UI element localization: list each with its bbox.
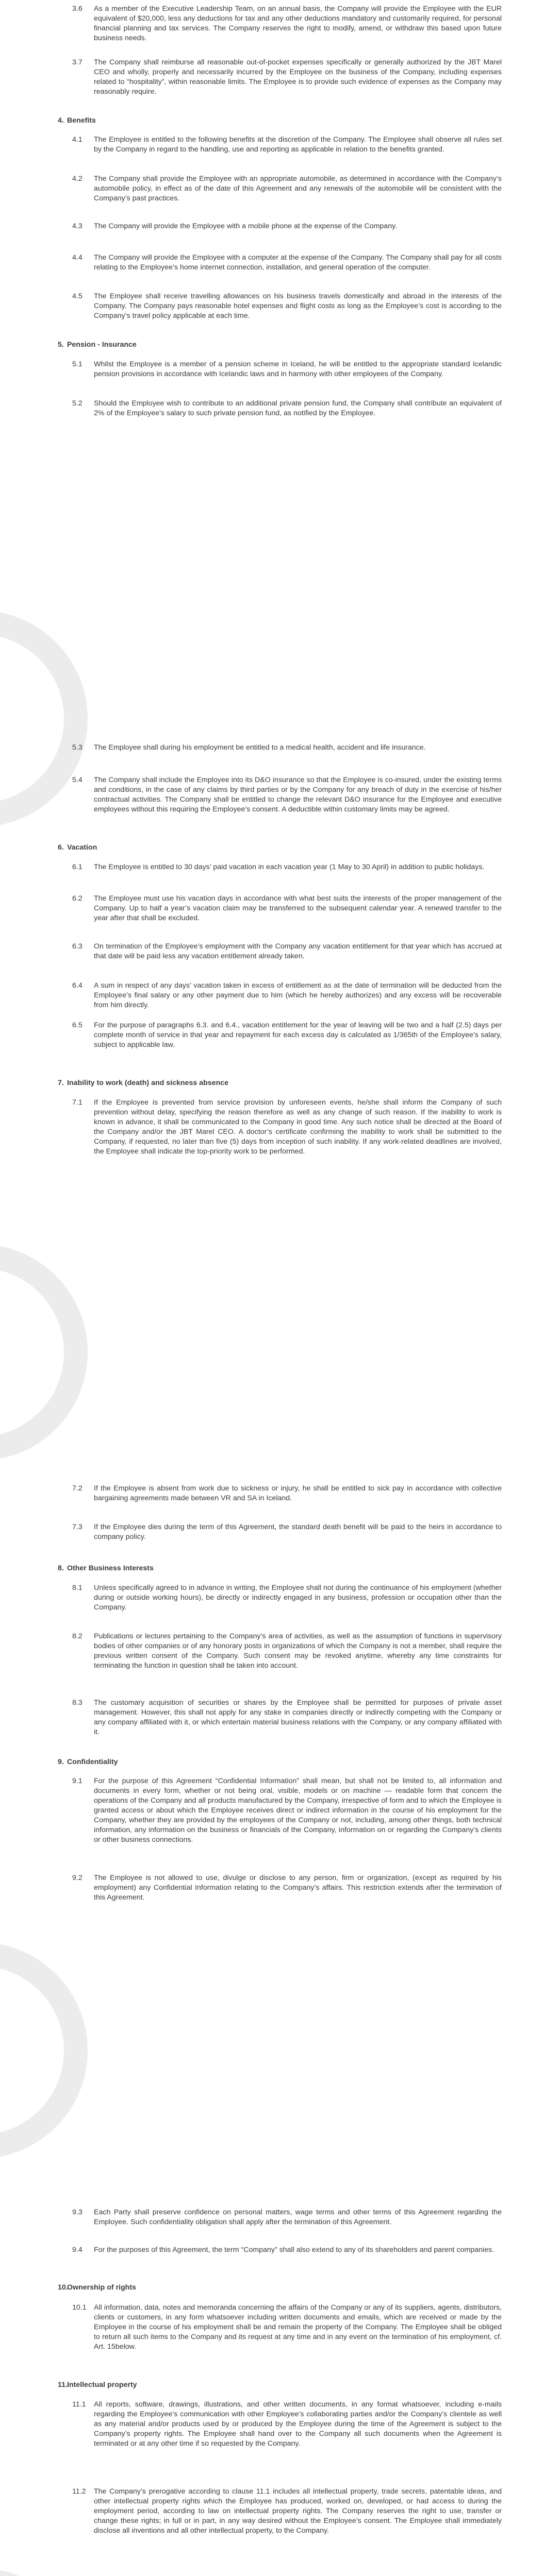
clause-text: If the Employee dies during the term of this Agreement, the standard death benefit will be paid to the heirs in accordance to company policy. — [94, 1523, 502, 1541]
clause-number: 7.1 — [72, 1098, 83, 1107]
clause-number: 6.1 — [72, 863, 83, 871]
clause-number: 4.2 — [72, 175, 83, 183]
clause-number: 9.3 — [72, 2208, 83, 2216]
section-heading-other-business-interests: 8. Other Business Interests — [58, 1564, 154, 1572]
clause-number: 9.2 — [72, 1874, 83, 1882]
section-heading-inability-to-work: 7. Inability to work (death) and sickness absence — [58, 1079, 228, 1087]
clause-text: If the Employee is prevented from service provision by unforeseen events, he/she shall inform the Company of such prevention without delay, specifying the reason therefore as well as any change of such reason. If the inability to work is known in advance, it shall be communicated to the Company in good time. Any such notice shall be directed at the Board of the Company and/or the JBT Marel CEO. A doctor’s certificate confirming the inability to work shall be submitted to the Company, if requested, no later than five (5) days from inception of such inability. If any work-related deadlines are involved, the Employee shall indicate the top-priority work to be performed. — [94, 1098, 502, 1156]
clause-number: 8.3 — [72, 1699, 83, 1707]
clause-number: 6.2 — [72, 894, 83, 903]
clause-number: 4.1 — [72, 135, 83, 144]
clause-text: All information, data, notes and memoranda concerning the affairs of the Company or any of its suppliers, agents, distributors, clients or customers, in any form whatsoever including written documents and emails, which are received or made by the Employee in the course of his employment shall be and remain the property of the Company. The Employee shall be obliged to return all such items to the Company and its request at any time and in any event on the termination of his employment, cf. Art. 15below. — [94, 2303, 502, 2351]
clause-number: 6.4 — [72, 981, 83, 990]
clause-text: The Company shall include the Employee into its D&O insurance so that the Employee is co-insured, under the existing terms and conditions, in the case of any claims by third parties or by the Company for any breach of duty in the exercise of his/her contractual activities. The Company shall be entitled to change the relevant D&O insurance for the Employee and executive employees without this requiring the Employee’s consent. A deductible within customary limits may be agreed. — [94, 776, 502, 814]
clause-number: 5.3 — [72, 743, 83, 752]
page-break-arc — [0, 2568, 88, 2576]
clause-number: 7.2 — [72, 1484, 83, 1493]
clause-number: 11.2 — [72, 2487, 86, 2496]
clause-number: 4.5 — [72, 292, 83, 300]
clause-text: Whilst the Employee is a member of a pension scheme in Iceland, he will be entitled to the appropriate standard Icelandic pension provisions in accordance with Icelandic laws and in harmony with other employees of the Company. — [94, 360, 502, 378]
clause-text: The Employee is entitled to the following benefits at the discretion of the Company. The Employee shall observe all rules set by the Company in regard to the handling, use and reporting as applicable in relation to the benefits granted. — [94, 135, 502, 154]
clause-number: 5.4 — [72, 776, 83, 784]
clause-text: The Company shall provide the Employee with an appropriate automobile, as determined in accordance with the Company’s automobile policy, in effect as of the date of this Agreement and any renewals of the automobile will be consistent with the Company’s past practices. — [94, 175, 502, 202]
clause-text: The Company will provide the Employee with a mobile phone at the expense of the Company. — [94, 222, 398, 230]
clause-text: The customary acquisition of securities or shares by the Employee shall be permitted for purposes of private asset management. However, this shall not apply for any stake in companies directly or indirectly competing with the Company or any company affiliated with it, or which entertain material business relations with the Company, or any company affiliated with it. — [94, 1699, 502, 1736]
page-break-arc — [0, 1942, 88, 2159]
section-heading-confidentiality: 9. Confidentiality — [58, 1758, 118, 1766]
clause-number: 9.4 — [72, 2246, 83, 2254]
section-heading-vacation: 6. Vacation — [58, 843, 97, 852]
clause-number: 8.1 — [72, 1584, 83, 1592]
clause-text: Each Party shall preserve confidence on personal matters, wage terms and other terms of this Agreement regarding the Employee. Such confidentiality obligation shall apply after the termination of this Agreement. — [94, 2208, 502, 2226]
clause-text: The Employee is entitled to 30 days’ paid vacation in each vacation year (1 May to 30 April) in addition to public holidays. — [94, 863, 485, 871]
clause-text: As a member of the Executive Leadership Team, on an annual basis, the Company will provide the Employee with the EUR equivalent of $20,000, less any deductions for tax and any other deductions mandatory and customarily required, for personal financial planning and tax services. The Company reserves the right to modify, amend, or withdraw this based upon future business needs. — [94, 5, 502, 42]
clause-number: 3.7 — [72, 58, 83, 66]
clause-text: Publications or lectures pertaining to the Company’s area of activities, as well as the assumption of functions in supervisory bodies of other companies or of any honorary posts in organizations of which the Company is not a member, shall require the previous written consent of the Company. Such consent may be revoked anytime, whereby any time constraints for terminating the function in question shall be taken into account. — [94, 1632, 502, 1670]
clause-number: 4.3 — [72, 222, 83, 230]
clause-number: 6.5 — [72, 1021, 83, 1029]
clause-number: 8.2 — [72, 1632, 83, 1640]
clause-text: The Company shall reimburse all reasonable out-of-pocket expenses specifically or generally authorized by the JBT Marel CEO and wholly, properly and necessarily incurred by the Employee on the business of the Company, including expenses related to “hospitality”, within reasonable limits. The Employee is to provide such evidence of expenses as the Company may reasonably require. — [94, 58, 502, 96]
clause-text: If the Employee is absent from work due to sickness or injury, he shall be entitled to sick pay in accordance with collective bargaining agreements made between VR and SA in Iceland. — [94, 1484, 502, 1502]
clause-text: For the purposes of this Agreement, the term “Company” shall also extend to any of its shareholders and parent companies. — [94, 2246, 494, 2254]
clause-text: The Company’s prerogative according to clause 11.1 includes all intellectual property, trade secrets, patentable ideas, and other intellectual property rights which the Employee has produced, worked on, developed, or had access to during the employment period, according to law on intellectual property rights. The Company reserves the right to use, transfer or change these rights; in full or in part, in any way desired without the Employee’s consent. The Employee shall immediately disclose all inventions and all other intellectual property, to the Company. — [94, 2487, 502, 2535]
section-heading-pension-insurance: 5. Pension - Insurance — [58, 341, 137, 349]
clause-text: For the purpose of this Agreement “Confidential Information” shall mean, but shall not be limited to, all information and documents in every form, whether or not being oral, visible, models or on machine — readable form that concern the operations of the Company and all products manufactured by the Company, irrespective of form and to which the Employee is granted access or about which the Employee receives direct or indirect information in the course of his employment for the Company, whether they are provided by the employees of the Company or not, including, among other things, both technical information, any information on the business or financials of the Company, information on or regarding the Company’s clients or other business connections. — [94, 1777, 502, 1844]
clause-number: 9.1 — [72, 1777, 83, 1785]
clause-text: The Employee shall receive travelling allowances on his business travels domestically and abroad in the interests of the Company. The Company pays reasonable hotel expenses and flight costs as long as the Employee’s cost is according to the Company’s travel policy applicable at each time. — [94, 292, 502, 320]
clause-text: A sum in respect of any days’ vacation taken in excess of entitlement as at the date of termination will be deducted from the Employee’s final salary or any other payment due to him (which he hereby authorizes) and any excess will be recoverable from him directly. — [94, 981, 502, 1009]
clause-text: Should the Employee wish to contribute to an additional private pension fund, the Company shall contribute an equivalent of 2% of the Employee’s salary to such private pension fund, as notified by the Employee. — [94, 399, 502, 417]
clause-number: 4.4 — [72, 253, 83, 262]
clause-text: The Company will provide the Employee with a computer at the expense of the Company. The Company shall pay for all costs relating to the Employee’s home internet connection, installation, and general operation of the computer. — [94, 253, 502, 272]
clause-text: The Employee is not allowed to use, divulge or disclose to any person, firm or organization, (except as required by his employment) any Confidential Information relating to the Company’s affairs. This restriction extends after the termination of this Agreement. — [94, 1874, 502, 1902]
clause-number: 6.3 — [72, 942, 83, 951]
page-break-arc — [0, 611, 88, 827]
clause-text: Unless specifically agreed to in advance in writing, the Employee shall not during the continuance of his employment (whether during or outside working hours), be directly or indirectly engaged in any business, profession or occupation other than the Company. — [94, 1584, 502, 1612]
clause-number: 7.3 — [72, 1523, 83, 1531]
clause-number: 11.1 — [72, 2400, 86, 2409]
section-heading-benefits: 4. Benefits — [58, 116, 96, 125]
clause-text: On termination of the Employee’s employment with the Company any vacation entitlement for that year which has accrued at that date will be paid less any vacation entitlement already taken. — [94, 942, 502, 960]
section-heading-intellectual-property: 11. Intellectual property — [58, 2381, 137, 2389]
clause-number: 3.6 — [72, 5, 83, 13]
section-heading-ownership-of-rights: 10. Ownership of rights — [58, 2283, 136, 2292]
clause-text: The Employee must use his vacation days in accordance with what best suits the interests of the proper management of the Company. Up to half a year’s vacation claim may be transferred to the subsequent calendar year. A renewed transfer to the year after that shall be excluded. — [94, 894, 502, 922]
page-break-arc — [0, 1244, 88, 1461]
clause-number: 5.2 — [72, 399, 83, 408]
clause-text: The Employee shall during his employment be entitled to a medical health, accident and life insurance. — [94, 743, 426, 752]
clause-text: For the purpose of paragraphs 6.3. and 6.4., vacation entitlement for the year of leaving will be two and a half (2.5) days per complete month of service in that year and repayment for each excess day is calculated as 1/365th of the Employee’s salary, subject to applicable law. — [94, 1021, 502, 1049]
clause-number: 10.1 — [72, 2303, 87, 2312]
clause-number: 5.1 — [72, 360, 83, 368]
clause-text: All reports, software, drawings, illustrations, and other written documents, in any format whatsoever, including e-mails regarding the Employee’s communication with other Employee’s collaborating parties and/or the Company’s clientele as well as any material and/or products used by or produced by the Employee during the time of the Agreement is subject to the Company’s property rights. The Employee shall hand over to the Company all such documents when the Agreement is terminated or at any other time if so requested by the Company. — [94, 2400, 502, 2448]
